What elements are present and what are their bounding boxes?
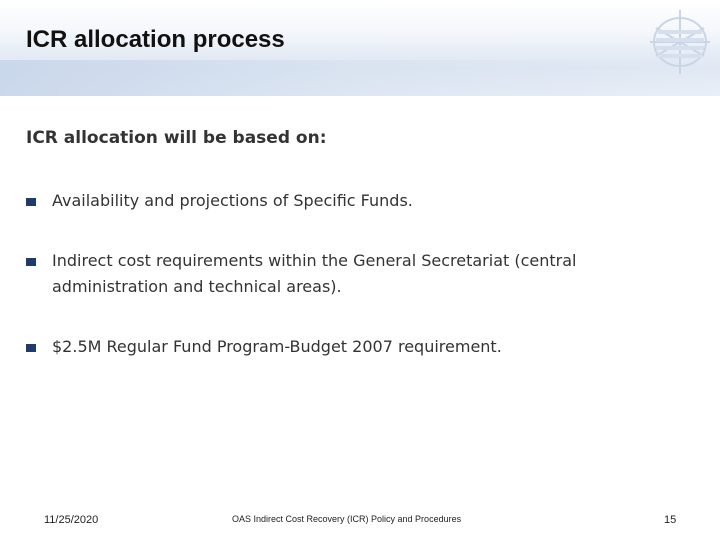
bullet-text: Availability and projections of Specific Funds.	[52, 191, 413, 210]
subheading: ICR allocation will be based on:	[26, 128, 327, 148]
bullet-item	[26, 334, 502, 360]
oas-emblem-icon	[640, 8, 718, 74]
bullet-text: $2.5M Regular Fund Program-Budget 2007 requirement.	[52, 337, 502, 356]
square-bullet-icon	[26, 344, 36, 352]
slide-title: ICR allocation process	[26, 26, 285, 53]
bullet-item	[26, 248, 686, 300]
footer-date: 11/25/2020	[44, 514, 99, 526]
square-bullet-icon	[26, 198, 36, 206]
bullet-text: Indirect cost requirements within the General Secretariat (central administration and technical areas).	[52, 251, 577, 296]
footer-title: OAS Indirect Cost Recovery (ICR) Policy and Procedures	[232, 514, 462, 524]
bullet-item	[26, 188, 413, 214]
page-number: 15	[664, 514, 677, 526]
square-bullet-icon	[26, 258, 36, 266]
